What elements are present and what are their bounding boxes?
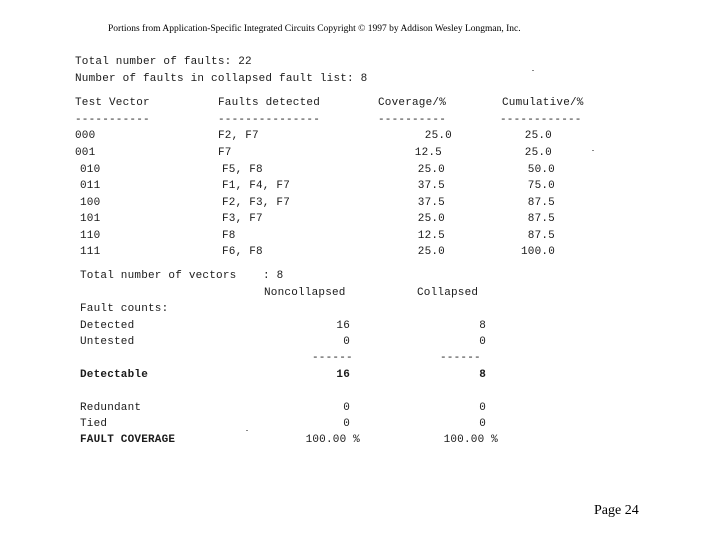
- col-header-faults-detected: Faults detected: [218, 97, 321, 109]
- table-row-coverage: 25.0: [417, 213, 445, 225]
- table-row-faults: F5, F8: [222, 164, 263, 176]
- dash-rule: ----------: [378, 114, 447, 126]
- table-row-vector: 111: [80, 246, 101, 258]
- copyright-header: Portions from Application-Specific Integrated Circuits Copyright © 1997 by Addison Wesley Longman, Inc.: [108, 24, 521, 34]
- table-row-faults: F2, F7: [218, 130, 259, 142]
- table-row-coverage: 12.5: [417, 230, 445, 242]
- collapsed-faults-line: Number of faults in collapsed fault list: 8: [75, 73, 368, 85]
- fault-coverage-noncollapsed: 100.00 %: [305, 434, 360, 446]
- table-row-coverage: 25.0: [424, 130, 452, 142]
- col-header-collapsed: Collapsed: [417, 287, 479, 299]
- table-row-cumulative: 87.5: [527, 213, 555, 225]
- table-row-coverage: 25.0: [417, 164, 445, 176]
- table-row-vector: 101: [80, 213, 101, 225]
- detectable-label: Detectable: [80, 369, 149, 381]
- redundant-noncollapsed: 0: [343, 402, 350, 414]
- separator-rule: ------: [312, 352, 353, 364]
- table-row-vector: 010: [80, 164, 101, 176]
- total-faults-line: Total number of faults: 22: [75, 56, 252, 68]
- table-row-faults: F6, F8: [222, 246, 263, 258]
- table-row-faults: F7: [218, 147, 232, 159]
- untested-label: Untested: [80, 336, 135, 348]
- scan-speck: [592, 150, 594, 151]
- dash-rule: ------------: [500, 114, 582, 126]
- detectable-collapsed: 8: [479, 369, 486, 381]
- table-row-vector: 110: [80, 230, 101, 242]
- table-row-vector: 011: [80, 180, 101, 192]
- fault-coverage-collapsed: 100.00 %: [443, 434, 498, 446]
- tied-label: Tied: [80, 418, 108, 430]
- table-row-cumulative: 87.5: [527, 230, 555, 242]
- detected-label: Detected: [80, 320, 135, 332]
- fault-counts-label: Fault counts:: [80, 303, 169, 315]
- table-row-cumulative: 50.0: [527, 164, 555, 176]
- table-row-cumulative: 100.0: [520, 246, 555, 258]
- table-row-coverage: 37.5: [417, 180, 445, 192]
- table-row-faults: F1, F4, F7: [222, 180, 291, 192]
- detected-noncollapsed: 16: [336, 320, 350, 332]
- untested-noncollapsed: 0: [343, 336, 350, 348]
- untested-collapsed: 0: [479, 336, 486, 348]
- col-header-noncollapsed: Noncollapsed: [264, 287, 346, 299]
- table-row-vector: 001: [75, 147, 96, 159]
- table-row-coverage: 12.5: [414, 147, 442, 159]
- detected-collapsed: 8: [479, 320, 486, 332]
- scan-speck: [532, 70, 534, 71]
- table-row-cumulative: 25.0: [524, 147, 552, 159]
- scan-speck: [246, 430, 248, 431]
- total-vectors-label: Total number of vectors: [80, 270, 237, 282]
- col-header-test-vector: Test Vector: [75, 97, 150, 109]
- table-row-coverage: 25.0: [417, 246, 445, 258]
- redundant-collapsed: 0: [479, 402, 486, 414]
- table-row-faults: F8: [222, 230, 236, 242]
- table-row-faults: F3, F7: [222, 213, 263, 225]
- redundant-label: Redundant: [80, 402, 142, 414]
- tied-collapsed: 0: [479, 418, 486, 430]
- page-number: Page 24: [594, 503, 639, 518]
- table-row-cumulative: 25.0: [524, 130, 552, 142]
- table-row-coverage: 37.5: [417, 197, 445, 209]
- fault-coverage-label: FAULT COVERAGE: [80, 434, 176, 446]
- table-row-vector: 100: [80, 197, 101, 209]
- table-row-cumulative: 87.5: [527, 197, 555, 209]
- table-row-faults: F2, F3, F7: [222, 197, 291, 209]
- separator-rule: ------: [440, 352, 481, 364]
- table-row-vector: 000: [75, 130, 96, 142]
- tied-noncollapsed: 0: [343, 418, 350, 430]
- dash-rule: -----------: [75, 114, 150, 126]
- col-header-cumulative: Cumulative/%: [502, 97, 584, 109]
- dash-rule: ---------------: [218, 114, 321, 126]
- table-row-cumulative: 75.0: [527, 180, 555, 192]
- detectable-noncollapsed: 16: [336, 369, 350, 381]
- total-vectors-value: : 8: [263, 270, 284, 282]
- col-header-coverage: Coverage/%: [378, 97, 447, 109]
